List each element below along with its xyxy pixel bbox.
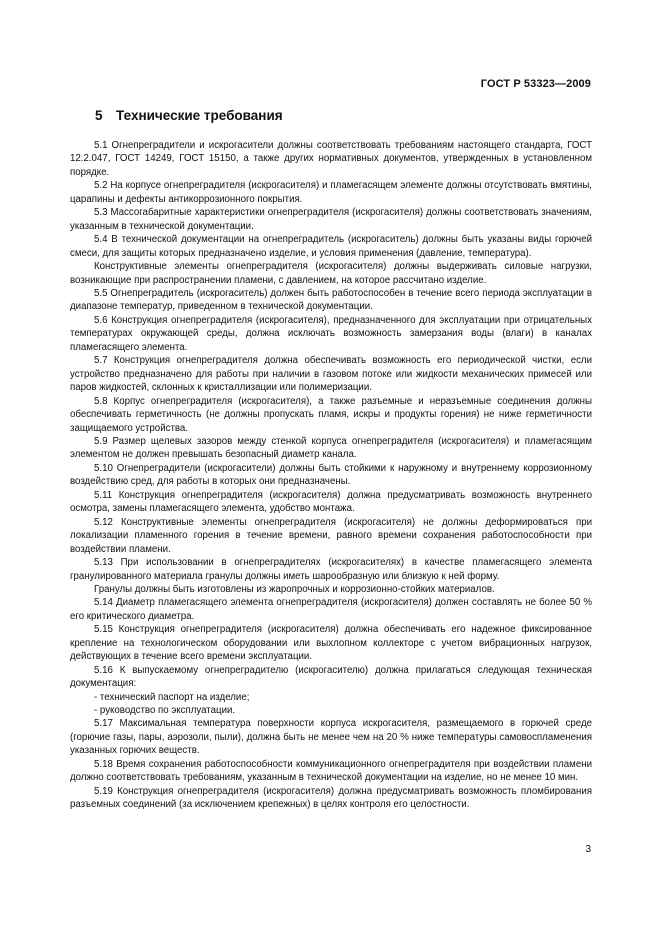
- paragraph-5-6: 5.6 Конструкция огнепреградителя (искрогасителя), предназначенного для эксплуатации при отрицательных температурах окружающей среды, должна исключать возможность замерзания воды (влаги) в каналах пламегасящего элемента.: [70, 314, 592, 353]
- paragraph-5-17: 5.17 Максимальная температура поверхности корпуса искрогасителя, размещаемого в горючей среде (горючие газы, пары, аэрозоли, пыли), должна быть не менее чем на 20 % ниже температуры самовоспламенения указанных горючих веществ.: [70, 718, 592, 757]
- list-item-passport: - технический паспорт на изделие;: [94, 691, 250, 703]
- section-number: 5: [95, 108, 103, 123]
- section-body: [70, 139, 592, 812]
- section-title: Технические требования: [116, 108, 283, 123]
- paragraph-5-1: 5.1 Огнепреградители и искрогасители должны соответствовать требованиям настоящего стандарта, ГОСТ 12.2.047, ГОСТ 14249, ГОСТ 15150, а также других нормативных документов, утвержденных в установленном порядке.: [70, 140, 592, 178]
- paragraph-5-7: 5.7 Конструкция огнепреградителя должна обеспечивать возможность его периодической чистки, если устройство предназначено для работы при наличии в газовом потоке или жидкости механических примесей или паров жидкостей, склонных к кристаллизации или полимеризации.: [70, 355, 592, 394]
- section-heading: [95, 108, 283, 123]
- paragraph-5-13: 5.13 При использовании в огнепреградителях (искрогасителях) в качестве пламегасящего элемента гранулированного материала гранулы должны иметь шарообразную или близкую к ней форму.: [70, 557, 592, 582]
- paragraph-5-18: 5.18 Время сохранения работоспособности коммуникационного огнепреградителя при воздействии пламени должно соответствовать требованиям, указанным в технической документации на изделие, но не менее 10 мин.: [70, 758, 592, 784]
- paragraph-5-13-cont: Гранулы должны быть изготовлены из жаропрочных и коррозионно-стойких материалов.: [94, 583, 495, 595]
- paragraph-5-4-cont: Конструктивные элементы огнепреградителя (искрогасителя) должны выдерживать силовые нагрузки, возникающие при распространении пламени, с давлением, на которое рассчитано изделие.: [70, 261, 592, 286]
- paragraph-5-12: 5.12 Конструктивные элементы огнепреградителя (искрогасителя) не должны деформироваться при локализации пламенного горения в течение времени, равного времени сохранения работоспособности при воздействии пламени.: [70, 516, 592, 555]
- paragraph-5-16: 5.16 К выпускаемому огнепреградителю (искрогасителю) должна прилагаться следующая техническая документация:: [70, 664, 592, 690]
- paragraph-5-11: 5.11 Конструкция огнепреградителя (искрогасителя) должна предусматривать возможность внутреннего осмотра, замены пламегасящего элемента, удобство монтажа.: [70, 489, 592, 515]
- list-item-manual: - руководство по эксплуатации.: [94, 705, 236, 717]
- paragraph-5-4: 5.4 В технической документации на огнепреградитель (искрогаситель) должны быть указаны виды горючей смеси, для защиты которых предназначено изделие, и условия применения (давление, температура).: [70, 234, 592, 259]
- page-number: 3: [585, 844, 591, 855]
- paragraph-5-9: 5.9 Размер щелевых зазоров между стенкой корпуса огнепреградителя (искрогасителя) и пламегасящим элементом не должен превышать безопасный диаметр канала.: [70, 435, 592, 461]
- paragraph-5-2: 5.2 На корпусе огнепреградителя (искрогасителя) и пламегасящем элементе должны отсутствовать вмятины, царапины и дефекты антикоррозионного покрытия.: [70, 180, 592, 205]
- paragraph-5-19: 5.19 Конструкция огнепреградителя (искрогасителя) должна предусматривать возможность пломбирования разъемных соединений (за исключением крепежных) в целях контроля его целостности.: [70, 785, 592, 811]
- paragraph-5-10: 5.10 Огнепреградители (искрогасители) должны быть стойкими к наружному и внутреннему коррозионному воздействию сред, для работы в которых они предназначены.: [70, 462, 592, 488]
- document-code: ГОСТ Р 53323—2009: [480, 78, 591, 90]
- paragraph-5-14: 5.14 Диаметр пламегасящего элемента огнепреградителя (искрогасителя) должен составлять не более 50 % его критического диаметра.: [70, 597, 592, 622]
- paragraph-5-5: 5.5 Огнепреградитель (искрогаситель) должен быть работоспособен в течение всего периода эксплуатации в диапазоне температур, приведенном в технической документации.: [70, 287, 592, 313]
- paragraph-5-3: 5.3 Массогабаритные характеристики огнепреградителя (искрогасителя) должны соответствовать значениям, указанным в технической документации.: [70, 207, 592, 232]
- paragraph-5-8: 5.8 Корпус огнепреградителя (искрогасителя), а также разъемные и неразъемные соединения должны обеспечивать герметичность (не должны пропускать пламя, искры и продукты горения) не ниже герметичности защищаемого устройства.: [70, 395, 592, 434]
- paragraph-5-15: 5.15 Конструкция огнепреградителя (искрогасителя) должна обеспечивать его надежное фиксированное крепление на технологическом оборудовании или выхлопном коллекторе с учетом вибрационных нагрузок, действующих в течение всего времени эксплуатации.: [70, 624, 592, 663]
